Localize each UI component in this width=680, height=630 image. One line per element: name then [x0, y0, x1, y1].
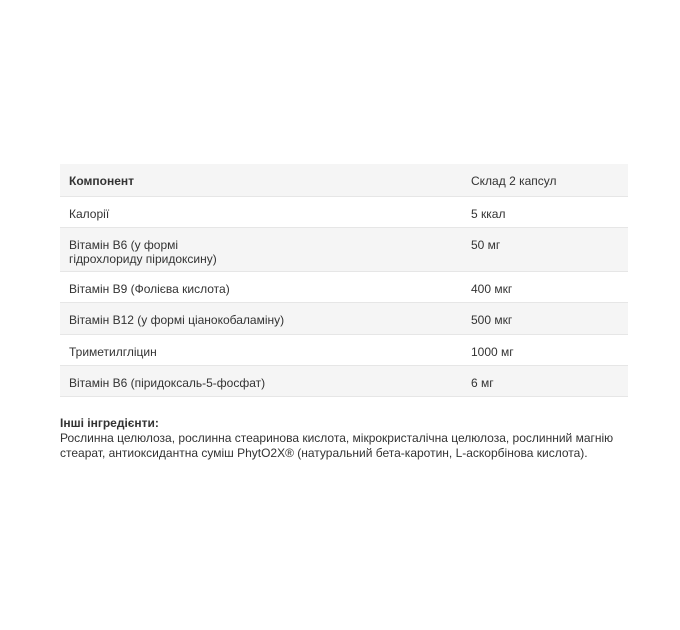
row-component: Вітамін В9 (Фолієва кислота) [69, 282, 230, 296]
header-amount: Склад 2 капсул [471, 174, 557, 188]
composition-table [60, 164, 628, 397]
other-ingredients [60, 416, 630, 461]
row-amount: 1000 мг [471, 345, 514, 359]
table-row [60, 303, 628, 335]
row-component: Вітамін В6 (у формі гідрохлориду піридоксину) [69, 238, 217, 266]
table-row [60, 197, 628, 228]
table-row [60, 366, 628, 397]
ingredients-title: Інші інгредієнти: [60, 416, 159, 430]
row-amount: 6 мг [471, 376, 494, 390]
table-row [60, 272, 628, 303]
table-row [60, 228, 628, 272]
row-amount: 50 мг [471, 238, 501, 252]
row-component: Вітамін В6 (піридоксаль-5-фосфат) [69, 376, 266, 390]
table-row [60, 335, 628, 366]
row-amount: 5 ккал [471, 207, 506, 221]
row-component: Вітамін В12 (у формі ціанокобаламіну) [69, 313, 285, 327]
row-amount: 500 мкг [471, 313, 513, 327]
row-component: Калорії [69, 207, 110, 221]
ingredients-text: Рослинна целюлоза, рослинна стеаринова кислота, мікрокристалічна целюлоза, рослинний магнію стеарат, антиоксидантна суміш PhytO2X® (натуральний бета-каротин, L-аскорбінова кислота). [60, 431, 614, 460]
header-component: Компонент [69, 174, 134, 188]
row-amount: 400 мкг [471, 282, 513, 296]
table-header-row [60, 164, 628, 197]
row-component: Триметилгліцин [69, 345, 157, 359]
